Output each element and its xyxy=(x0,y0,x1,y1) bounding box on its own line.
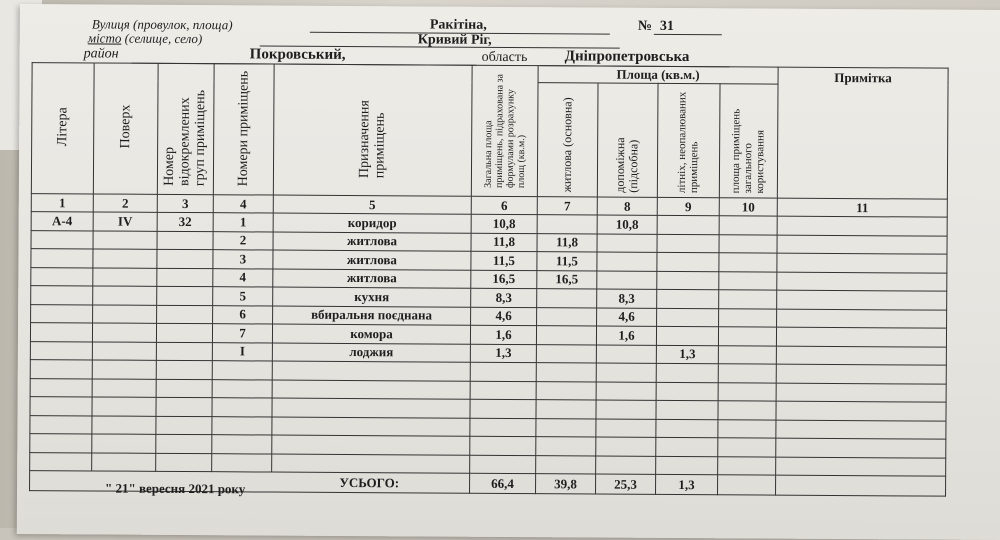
cell-empty xyxy=(596,382,656,401)
col-number: 6 xyxy=(471,196,537,214)
cell-nomer: 3 xyxy=(213,250,273,269)
cell-zahalnoho xyxy=(719,271,777,290)
cell-zahalnoho xyxy=(719,290,777,309)
cell-empty xyxy=(776,438,946,458)
cell-total: 11,8 xyxy=(471,233,537,252)
cell-total: 10,8 xyxy=(471,214,537,233)
cell-total: 11,5 xyxy=(471,251,537,270)
cell-nomer: 1 xyxy=(213,213,273,232)
cell-empty xyxy=(30,378,92,397)
cell-zhytlova: 11,5 xyxy=(537,252,597,271)
cell-grupa xyxy=(156,323,212,342)
cell-zahalnoho xyxy=(719,308,777,327)
cell-empty xyxy=(470,399,536,418)
cell-empty xyxy=(30,452,92,471)
cell-empty xyxy=(272,398,470,418)
total-litni: 1,3 xyxy=(656,474,718,494)
cell-empty xyxy=(272,417,470,437)
cell-name: кухня xyxy=(273,287,471,307)
cell-nomer: 7 xyxy=(212,324,272,343)
cell-empty xyxy=(156,416,212,435)
cell-empty xyxy=(212,398,272,417)
cell-empty xyxy=(156,434,212,453)
cell-empty xyxy=(272,380,470,400)
cell-empty xyxy=(656,437,718,456)
number-underline xyxy=(654,34,722,35)
col-header-zahalna: Загальна площа приміщень, підрахована за формулами розрахунку площ (кв.м.) xyxy=(471,65,538,196)
cell-empty xyxy=(536,455,596,474)
cell-empty xyxy=(212,435,272,454)
document-date: " 21" вересня 2021 року xyxy=(104,480,246,497)
cell-poverkh xyxy=(93,230,157,249)
cell-empty xyxy=(718,382,776,401)
total-zahalnoho xyxy=(718,475,776,495)
cell-zahalnoho xyxy=(718,345,776,364)
district-value: Покровський, xyxy=(249,46,346,63)
cell-poverkh xyxy=(93,249,157,268)
cell-empty xyxy=(776,401,946,421)
cell-empty xyxy=(30,360,92,379)
city-value: Кривий Ріг, xyxy=(417,32,492,48)
cell-litera xyxy=(31,304,93,323)
cell-name: житлова xyxy=(273,250,471,270)
city-label: місто xyxy=(87,30,122,46)
cell-nomer: 4 xyxy=(213,268,273,287)
cell-dopomizhna: 1,6 xyxy=(596,326,656,345)
cell-empty xyxy=(536,400,596,419)
col-header-litni: літніх, неопалюваних приміщень xyxy=(657,83,720,197)
cell-prymitka xyxy=(777,309,947,329)
street-value: Ракітіна, xyxy=(429,17,487,33)
cell-empty xyxy=(272,361,470,381)
cell-prymitka xyxy=(777,216,947,236)
col-number: 8 xyxy=(597,197,657,215)
cell-empty xyxy=(272,435,470,455)
city-label-rest: (селище, село) xyxy=(124,30,203,47)
cell-poverkh xyxy=(92,323,156,342)
cell-empty xyxy=(212,361,272,380)
cell-empty xyxy=(272,454,470,474)
cell-zhytlova xyxy=(537,215,597,234)
cell-empty xyxy=(92,360,156,379)
cell-empty xyxy=(156,453,212,472)
cell-litera xyxy=(30,323,92,342)
cell-litni xyxy=(657,289,719,308)
cell-dopomizhna: 8,3 xyxy=(597,289,657,308)
cell-empty xyxy=(536,381,596,400)
col-header-poverkh: Поверх xyxy=(93,63,158,194)
total-zhytlova: 39,8 xyxy=(536,474,596,494)
cell-empty xyxy=(92,415,156,434)
cell-poverkh xyxy=(93,304,157,323)
cell-empty xyxy=(92,434,156,453)
cell-poverkh xyxy=(93,267,157,286)
cell-empty xyxy=(470,381,536,400)
cell-grupa xyxy=(157,268,213,287)
col-number: 7 xyxy=(537,197,597,215)
cell-nomer: 5 xyxy=(213,287,273,306)
total-area: 66,4 xyxy=(470,473,536,493)
cell-grupa xyxy=(157,231,213,250)
cell-litni xyxy=(657,271,719,290)
cell-empty xyxy=(776,383,946,403)
cell-empty xyxy=(776,420,946,440)
cell-prymitka xyxy=(777,253,947,273)
cell-name: комора xyxy=(272,324,470,344)
cell-litni: 1,3 xyxy=(656,345,718,364)
cell-zhytlova: 11,8 xyxy=(537,233,597,252)
cell-prymitka xyxy=(777,272,947,292)
cell-total: 4,6 xyxy=(471,307,537,326)
cell-grupa xyxy=(157,286,213,305)
rooms-body xyxy=(30,212,948,477)
cell-empty xyxy=(212,416,272,435)
cell-litni xyxy=(657,215,719,234)
cell-litera xyxy=(31,267,93,286)
cell-empty xyxy=(718,419,776,438)
cell-litni xyxy=(657,252,719,271)
cell-dopomizhna: 4,6 xyxy=(597,308,657,327)
cell-empty xyxy=(656,382,718,401)
rooms-table xyxy=(29,62,949,497)
col-header-dopomizhna: допоміжна (підсобна) xyxy=(597,83,658,197)
cell-litera xyxy=(31,249,93,268)
cell-zahalnoho xyxy=(719,253,777,272)
cell-zahalnoho xyxy=(718,327,776,346)
city-label-group xyxy=(88,30,203,47)
cell-grupa: 32 xyxy=(157,212,213,231)
cell-prymitka xyxy=(777,290,947,310)
cell-empty xyxy=(470,362,536,381)
cell-poverkh xyxy=(93,286,157,305)
cell-litera xyxy=(30,341,92,360)
cell-empty xyxy=(156,379,212,398)
cell-empty xyxy=(596,363,656,382)
col-number: 11 xyxy=(777,198,947,217)
cell-total: 1,3 xyxy=(470,344,536,363)
cell-dopomizhna xyxy=(597,252,657,271)
total-prymitka xyxy=(776,475,946,496)
cell-zahalnoho xyxy=(719,234,777,253)
total-dopomizhna: 25,3 xyxy=(596,474,656,494)
cell-dopomizhna xyxy=(597,234,657,253)
cell-poverkh xyxy=(92,341,156,360)
cell-litni xyxy=(657,234,719,253)
cell-empty xyxy=(596,456,656,475)
cell-empty xyxy=(656,419,718,438)
cell-empty xyxy=(92,397,156,416)
cell-total: 1,6 xyxy=(470,325,536,344)
cell-litera xyxy=(31,230,93,249)
col-number: 4 xyxy=(213,195,273,213)
col-number: 10 xyxy=(719,198,777,216)
cell-zahalnoho xyxy=(719,216,777,235)
cell-prymitka xyxy=(776,346,946,366)
cell-empty xyxy=(596,419,656,438)
cell-empty xyxy=(718,401,776,420)
cell-empty xyxy=(212,379,272,398)
region-value: Дніпропетровська xyxy=(564,48,690,66)
col-header-prymitka: Примітка xyxy=(777,67,948,199)
cell-zhytlova xyxy=(537,289,597,308)
cell-grupa xyxy=(157,249,213,268)
cell-empty xyxy=(212,453,272,472)
total-label: УСЬОГО: xyxy=(30,471,470,494)
cell-empty xyxy=(536,437,596,456)
cell-dopomizhna xyxy=(596,345,656,364)
cell-litera: А-4 xyxy=(31,212,93,231)
cell-name: вбиральня поєднана xyxy=(273,306,471,326)
cell-dopomizhna: 10,8 xyxy=(597,215,657,234)
cell-prymitka xyxy=(776,327,946,347)
col-number: 9 xyxy=(657,197,719,215)
cell-litera xyxy=(31,286,93,305)
cell-nomer: I xyxy=(212,342,272,361)
cell-empty xyxy=(596,400,656,419)
cell-empty xyxy=(776,457,946,477)
cell-zhytlova xyxy=(536,344,596,363)
cell-empty xyxy=(718,456,776,475)
cell-empty xyxy=(718,364,776,383)
cell-grupa xyxy=(156,342,212,361)
col-number: 2 xyxy=(93,194,157,212)
cell-nomer: 6 xyxy=(213,305,273,324)
cell-litni xyxy=(657,308,719,327)
col-header-zhytlova: житлова (основна) xyxy=(537,83,598,197)
col-header-nomery-prym: Номери приміщень xyxy=(213,64,274,195)
document-page xyxy=(17,4,1000,540)
cell-name: лоджия xyxy=(272,343,470,363)
cell-empty xyxy=(536,363,596,382)
cell-name: житлова xyxy=(273,269,471,289)
cell-empty xyxy=(470,455,536,474)
cell-litni xyxy=(656,326,718,345)
cell-zhytlova xyxy=(536,326,596,345)
street-label: Вулиця (провулок, площа) xyxy=(91,16,233,33)
cell-empty xyxy=(536,418,596,437)
cell-total: 16,5 xyxy=(471,270,537,289)
col-header-litera: Літера xyxy=(31,63,94,194)
cell-zhytlova: 16,5 xyxy=(537,270,597,289)
cell-total: 8,3 xyxy=(471,288,537,307)
cell-empty xyxy=(776,364,946,384)
col-header-zahalnoho: площа приміщень загального користування xyxy=(719,84,778,198)
col-header-pryznachennia: Призначення приміщень xyxy=(273,64,472,196)
cell-empty xyxy=(92,452,156,471)
district-label: район xyxy=(83,46,119,62)
cell-empty xyxy=(30,415,92,434)
cell-name: житлова xyxy=(273,232,471,252)
number-label: № xyxy=(637,18,652,34)
cell-empty xyxy=(156,397,212,416)
cell-empty xyxy=(656,456,718,475)
cell-prymitka xyxy=(777,235,947,255)
cell-nomer: 2 xyxy=(213,231,273,250)
cell-empty xyxy=(92,378,156,397)
cell-empty xyxy=(656,363,718,382)
cell-poverkh: IV xyxy=(93,212,157,231)
cell-empty xyxy=(470,418,536,437)
number-value: 31 xyxy=(659,18,674,34)
cell-empty xyxy=(156,360,212,379)
cell-empty xyxy=(718,438,776,457)
col-number: 3 xyxy=(157,194,213,212)
region-label: область xyxy=(481,49,528,66)
cell-empty xyxy=(656,400,718,419)
cell-grupa xyxy=(157,305,213,324)
col-number: 5 xyxy=(273,195,471,214)
cell-empty xyxy=(470,436,536,455)
col-header-nomer-grup: Номер відокремлених груп приміщень xyxy=(157,63,214,194)
cell-dopomizhna xyxy=(597,271,657,290)
cell-zhytlova xyxy=(537,307,597,326)
cell-empty xyxy=(596,437,656,456)
cell-empty xyxy=(30,434,92,453)
col-header-ploshcha-group: Площа (кв.м.) xyxy=(538,66,778,84)
cell-name: коридор xyxy=(273,213,471,233)
col-number: 1 xyxy=(31,194,93,212)
cell-empty xyxy=(30,397,92,416)
